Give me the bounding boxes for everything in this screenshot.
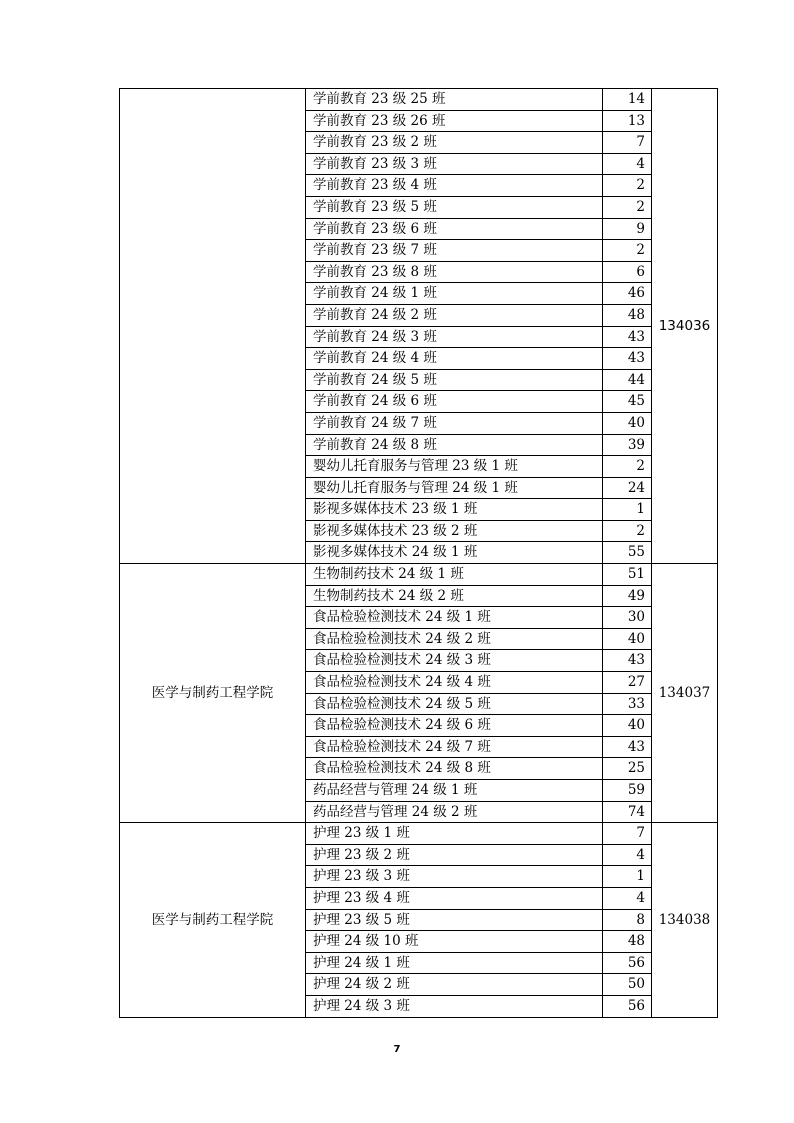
count-cell: 51 — [603, 564, 652, 586]
class-name-cell: 学前教育 24 级 4 班 — [306, 348, 603, 370]
class-name-cell: 学前教育 23 级 26 班 — [306, 110, 603, 132]
class-name-cell: 护理 23 级 4 班 — [306, 887, 603, 909]
count-cell: 1 — [603, 499, 652, 521]
count-cell: 27 — [603, 672, 652, 694]
count-cell: 1 — [603, 866, 652, 888]
class-name-cell: 学前教育 23 级 8 班 — [306, 261, 603, 283]
count-cell: 46 — [603, 283, 652, 305]
class-name-cell: 食品检验检测技术 24 级 7 班 — [306, 736, 603, 758]
class-name-cell: 学前教育 23 级 3 班 — [306, 153, 603, 175]
class-name-cell: 食品检验检测技术 24 级 3 班 — [306, 650, 603, 672]
college-cell: 医学与制药工程学院 — [120, 564, 306, 823]
count-cell: 39 — [603, 434, 652, 456]
count-cell: 2 — [603, 196, 652, 218]
class-name-cell: 学前教育 23 级 6 班 — [306, 218, 603, 240]
class-name-cell: 护理 24 级 10 班 — [306, 931, 603, 953]
class-name-cell: 护理 23 级 2 班 — [306, 844, 603, 866]
count-cell: 50 — [603, 974, 652, 996]
count-cell: 4 — [603, 887, 652, 909]
class-name-cell: 药品经营与管理 24 级 1 班 — [306, 780, 603, 802]
count-cell: 4 — [603, 153, 652, 175]
count-cell: 24 — [603, 477, 652, 499]
count-cell: 56 — [603, 995, 652, 1017]
count-cell: 33 — [603, 693, 652, 715]
class-name-cell: 学前教育 23 级 2 班 — [306, 132, 603, 154]
class-name-cell: 学前教育 24 级 6 班 — [306, 391, 603, 413]
count-cell: 74 — [603, 801, 652, 823]
class-name-cell: 婴幼儿托育服务与管理 23 级 1 班 — [306, 456, 603, 478]
class-name-cell: 护理 23 级 3 班 — [306, 866, 603, 888]
table-body — [120, 89, 718, 1018]
class-name-cell: 食品检验检测技术 24 级 6 班 — [306, 715, 603, 737]
count-cell: 2 — [603, 240, 652, 262]
count-cell: 59 — [603, 780, 652, 802]
class-name-cell: 影视多媒体技术 23 级 2 班 — [306, 520, 603, 542]
count-cell: 6 — [603, 261, 652, 283]
class-name-cell: 学前教育 24 级 5 班 — [306, 369, 603, 391]
count-cell: 9 — [603, 218, 652, 240]
class-name-cell: 学前教育 24 级 2 班 — [306, 304, 603, 326]
code-cell: 134037 — [652, 564, 718, 823]
table-row — [120, 89, 718, 111]
count-cell: 7 — [603, 823, 652, 845]
class-name-cell: 食品检验检测技术 24 级 2 班 — [306, 628, 603, 650]
count-cell: 44 — [603, 369, 652, 391]
count-cell: 7 — [603, 132, 652, 154]
class-name-cell: 生物制药技术 24 级 1 班 — [306, 564, 603, 586]
class-name-cell: 学前教育 23 级 4 班 — [306, 175, 603, 197]
class-name-cell: 食品检验检测技术 24 级 4 班 — [306, 672, 603, 694]
class-name-cell: 学前教育 24 级 3 班 — [306, 326, 603, 348]
count-cell: 48 — [603, 931, 652, 953]
class-name-cell: 药品经营与管理 24 级 2 班 — [306, 801, 603, 823]
class-name-cell: 护理 24 级 3 班 — [306, 995, 603, 1017]
class-name-cell: 食品检验检测技术 24 级 5 班 — [306, 693, 603, 715]
class-name-cell: 学前教育 23 级 25 班 — [306, 89, 603, 111]
table-row — [120, 823, 718, 845]
count-cell: 14 — [603, 89, 652, 111]
count-cell: 40 — [603, 628, 652, 650]
class-name-cell: 学前教育 24 级 1 班 — [306, 283, 603, 305]
count-cell: 40 — [603, 412, 652, 434]
count-cell: 25 — [603, 758, 652, 780]
code-cell: 134036 — [652, 89, 718, 564]
count-cell: 30 — [603, 607, 652, 629]
class-name-cell: 护理 24 级 1 班 — [306, 952, 603, 974]
count-cell: 43 — [603, 348, 652, 370]
college-cell — [120, 89, 306, 564]
class-name-cell: 护理 23 级 1 班 — [306, 823, 603, 845]
class-name-cell: 学前教育 24 级 7 班 — [306, 412, 603, 434]
count-cell: 55 — [603, 542, 652, 564]
count-cell: 43 — [603, 326, 652, 348]
count-cell: 48 — [603, 304, 652, 326]
count-cell: 43 — [603, 650, 652, 672]
class-name-cell: 影视多媒体技术 24 级 1 班 — [306, 542, 603, 564]
count-cell: 2 — [603, 456, 652, 478]
count-cell: 56 — [603, 952, 652, 974]
class-name-cell: 生物制药技术 24 级 2 班 — [306, 585, 603, 607]
count-cell: 40 — [603, 715, 652, 737]
class-name-cell: 食品检验检测技术 24 级 1 班 — [306, 607, 603, 629]
page-number: 7 — [393, 1044, 401, 1055]
count-cell: 45 — [603, 391, 652, 413]
class-name-cell: 学前教育 23 级 5 班 — [306, 196, 603, 218]
class-name-cell: 影视多媒体技术 23 级 1 班 — [306, 499, 603, 521]
count-cell: 2 — [603, 175, 652, 197]
class-name-cell: 学前教育 23 级 7 班 — [306, 240, 603, 262]
class-name-cell: 学前教育 24 级 8 班 — [306, 434, 603, 456]
count-cell: 49 — [603, 585, 652, 607]
count-cell: 8 — [603, 909, 652, 931]
class-count-table — [119, 88, 718, 1018]
table-row — [120, 564, 718, 586]
count-cell: 2 — [603, 520, 652, 542]
class-name-cell: 食品检验检测技术 24 级 8 班 — [306, 758, 603, 780]
count-cell: 13 — [603, 110, 652, 132]
class-name-cell: 护理 23 级 5 班 — [306, 909, 603, 931]
class-name-cell: 护理 24 级 2 班 — [306, 974, 603, 996]
college-cell: 医学与制药工程学院 — [120, 823, 306, 1017]
class-name-cell: 婴幼儿托育服务与管理 24 级 1 班 — [306, 477, 603, 499]
code-cell: 134038 — [652, 823, 718, 1017]
count-cell: 4 — [603, 844, 652, 866]
count-cell: 43 — [603, 736, 652, 758]
